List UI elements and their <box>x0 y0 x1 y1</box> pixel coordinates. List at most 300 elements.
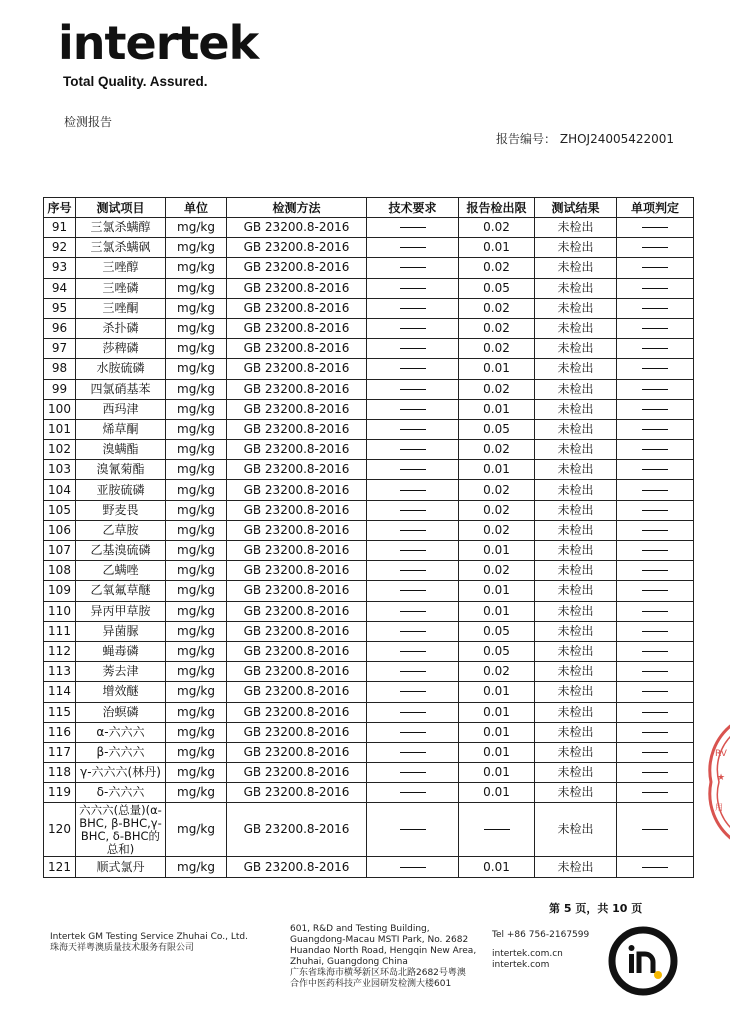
table-row <box>44 803 694 857</box>
dash-line <box>400 227 426 228</box>
cell-judgment <box>617 722 694 742</box>
cell-no: 104 <box>44 480 76 500</box>
cell-result: 未检出 <box>535 857 617 877</box>
dash-line <box>400 691 426 692</box>
dash-line <box>642 590 668 591</box>
cell-judgment <box>617 399 694 419</box>
cell-no: 114 <box>44 682 76 702</box>
dash-line <box>400 732 426 733</box>
cell-result: 未检出 <box>535 702 617 722</box>
cell-item: 烯草酮 <box>76 419 166 439</box>
table-header-row <box>44 198 694 218</box>
logo-tagline: Total Quality. Assured. <box>63 74 208 89</box>
cell-no: 113 <box>44 662 76 682</box>
dash-line <box>400 510 426 511</box>
cell-no: 107 <box>44 541 76 561</box>
cell-limit: 0.01 <box>459 238 535 258</box>
dash-line <box>400 328 426 329</box>
cell-judgment <box>617 783 694 803</box>
dash-line <box>642 550 668 551</box>
cell-result: 未检出 <box>535 399 617 419</box>
cell-unit: mg/kg <box>166 641 227 661</box>
cell-limit: 0.01 <box>459 702 535 722</box>
dash-line <box>400 550 426 551</box>
cell-result: 未检出 <box>535 722 617 742</box>
cell-no: 116 <box>44 722 76 742</box>
table-row <box>44 298 694 318</box>
cell-limit: 0.02 <box>459 520 535 540</box>
cell-method: GB 23200.8-2016 <box>227 662 367 682</box>
cell-method: GB 23200.8-2016 <box>227 480 367 500</box>
cell-result: 未检出 <box>535 682 617 702</box>
cell-unit: mg/kg <box>166 763 227 783</box>
cell-result: 未检出 <box>535 783 617 803</box>
table-row <box>44 783 694 803</box>
cell-method: GB 23200.8-2016 <box>227 399 367 419</box>
table-row <box>44 379 694 399</box>
cell-judgment <box>617 857 694 877</box>
svg-text:RV: RV <box>715 749 727 759</box>
cell-requirement <box>367 702 459 722</box>
dash-line <box>642 227 668 228</box>
dash-line <box>642 449 668 450</box>
cell-no: 105 <box>44 500 76 520</box>
dash-line <box>400 469 426 470</box>
cell-item: 野麦畏 <box>76 500 166 520</box>
cell-judgment <box>617 278 694 298</box>
cell-item: 增效醚 <box>76 682 166 702</box>
cell-no: 99 <box>44 379 76 399</box>
cell-result: 未检出 <box>535 218 617 238</box>
cell-item: γ-六六六(林丹) <box>76 763 166 783</box>
cell-unit: mg/kg <box>166 722 227 742</box>
cell-unit: mg/kg <box>166 581 227 601</box>
cell-item: 三唑酮 <box>76 298 166 318</box>
cell-limit: 0.01 <box>459 722 535 742</box>
address-line: 601, R&D and Testing Building, <box>290 924 430 934</box>
cell-no: 121 <box>44 857 76 877</box>
svg-text:★: ★ <box>717 773 726 783</box>
cell-item: 异菌脲 <box>76 621 166 641</box>
cell-judgment <box>617 601 694 621</box>
dash-line <box>642 570 668 571</box>
cell-requirement <box>367 359 459 379</box>
cell-item: 乙螨唑 <box>76 561 166 581</box>
table-row <box>44 662 694 682</box>
cell-judgment <box>617 520 694 540</box>
dash-line <box>642 267 668 268</box>
cell-limit: 0.05 <box>459 621 535 641</box>
dash-line <box>642 368 668 369</box>
table-row <box>44 399 694 419</box>
cell-result: 未检出 <box>535 641 617 661</box>
cell-judgment <box>617 561 694 581</box>
cell-item: 乙氧氟草醚 <box>76 581 166 601</box>
cell-no: 115 <box>44 702 76 722</box>
table-row <box>44 601 694 621</box>
cell-unit: mg/kg <box>166 298 227 318</box>
cell-limit: 0.02 <box>459 440 535 460</box>
cell-limit: 0.01 <box>459 359 535 379</box>
cell-judgment <box>617 480 694 500</box>
dash-line <box>642 389 668 390</box>
cell-item: α-六六六 <box>76 722 166 742</box>
cell-method: GB 23200.8-2016 <box>227 218 367 238</box>
dash-line <box>400 449 426 450</box>
cell-result: 未检出 <box>535 480 617 500</box>
cell-result: 未检出 <box>535 359 617 379</box>
cell-unit: mg/kg <box>166 857 227 877</box>
results-table <box>43 197 694 878</box>
table-row <box>44 561 694 581</box>
col-header-unit: 单位 <box>166 198 227 218</box>
cell-judgment <box>617 318 694 338</box>
table-row <box>44 500 694 520</box>
dash-line <box>642 867 668 868</box>
cell-no: 120 <box>44 803 76 857</box>
cell-requirement <box>367 561 459 581</box>
dash-line <box>400 631 426 632</box>
cell-result: 未检出 <box>535 500 617 520</box>
cell-result: 未检出 <box>535 561 617 581</box>
table-row <box>44 763 694 783</box>
cell-unit: mg/kg <box>166 440 227 460</box>
cell-method: GB 23200.8-2016 <box>227 541 367 561</box>
cell-judgment <box>617 682 694 702</box>
intertek-logo: intertek <box>58 16 259 70</box>
cell-judgment <box>617 359 694 379</box>
dash-line <box>400 829 426 830</box>
cell-limit: 0.01 <box>459 601 535 621</box>
cell-method: GB 23200.8-2016 <box>227 318 367 338</box>
cell-method: GB 23200.8-2016 <box>227 359 367 379</box>
cell-result: 未检出 <box>535 541 617 561</box>
table-row <box>44 359 694 379</box>
cell-item: 三氯杀螨砜 <box>76 238 166 258</box>
dash-line <box>400 389 426 390</box>
col-header-method: 检测方法 <box>227 198 367 218</box>
cell-requirement <box>367 379 459 399</box>
dash-line <box>400 867 426 868</box>
svg-text:用: 用 <box>715 803 723 812</box>
cell-requirement <box>367 621 459 641</box>
cell-requirement <box>367 480 459 500</box>
cell-unit: mg/kg <box>166 742 227 762</box>
cell-item: 杀扑磷 <box>76 318 166 338</box>
footer-contact <box>492 930 612 971</box>
cell-result: 未检出 <box>535 621 617 641</box>
cell-judgment <box>617 218 694 238</box>
company-name-en: Intertek GM Testing Service Zhuhai Co., Ltd. <box>50 932 248 942</box>
dash-line <box>642 671 668 672</box>
cell-method: GB 23200.8-2016 <box>227 500 367 520</box>
dash-line <box>642 409 668 410</box>
table-row <box>44 218 694 238</box>
dash-line <box>400 530 426 531</box>
cell-limit: 0.02 <box>459 339 535 359</box>
dash-line <box>642 288 668 289</box>
cell-method: GB 23200.8-2016 <box>227 783 367 803</box>
cell-unit: mg/kg <box>166 460 227 480</box>
cell-item: 六六六(总量)(α-BHC, β-BHC,γ-BHC, δ-BHC的总和) <box>76 803 166 857</box>
cell-method: GB 23200.8-2016 <box>227 520 367 540</box>
cell-unit: mg/kg <box>166 379 227 399</box>
cell-method: GB 23200.8-2016 <box>227 702 367 722</box>
cell-unit: mg/kg <box>166 783 227 803</box>
cell-item: 治螟磷 <box>76 702 166 722</box>
cell-requirement <box>367 419 459 439</box>
cell-requirement <box>367 278 459 298</box>
dash-line <box>400 409 426 410</box>
dash-line <box>642 469 668 470</box>
cell-item: 乙基溴硫磷 <box>76 541 166 561</box>
cell-unit: mg/kg <box>166 278 227 298</box>
cell-judgment <box>617 440 694 460</box>
cell-requirement <box>367 440 459 460</box>
cell-unit: mg/kg <box>166 238 227 258</box>
cell-requirement <box>367 662 459 682</box>
table-row <box>44 258 694 278</box>
cell-requirement <box>367 641 459 661</box>
cell-requirement <box>367 339 459 359</box>
cell-requirement <box>367 238 459 258</box>
cell-judgment <box>617 702 694 722</box>
cell-requirement <box>367 460 459 480</box>
table-row <box>44 238 694 258</box>
cell-result: 未检出 <box>535 601 617 621</box>
cell-no: 92 <box>44 238 76 258</box>
dash-line <box>484 829 510 830</box>
dash-line <box>400 429 426 430</box>
dash-line <box>400 570 426 571</box>
cell-limit: 0.02 <box>459 480 535 500</box>
cell-judgment <box>617 742 694 762</box>
cell-no: 119 <box>44 783 76 803</box>
cell-result: 未检出 <box>535 258 617 278</box>
cell-no: 111 <box>44 621 76 641</box>
table-row <box>44 857 694 877</box>
address-line: Guangdong-Macau MSTI Park, No. 2682 <box>290 935 469 945</box>
cell-requirement <box>367 722 459 742</box>
cell-unit: mg/kg <box>166 419 227 439</box>
dash-line <box>642 752 668 753</box>
cell-item: β-六六六 <box>76 742 166 762</box>
cell-unit: mg/kg <box>166 561 227 581</box>
cell-limit: 0.05 <box>459 419 535 439</box>
report-number <box>496 130 674 147</box>
dash-line <box>400 590 426 591</box>
cell-method: GB 23200.8-2016 <box>227 857 367 877</box>
table-row <box>44 722 694 742</box>
cell-unit: mg/kg <box>166 662 227 682</box>
cell-no: 94 <box>44 278 76 298</box>
cell-limit: 0.02 <box>459 258 535 278</box>
cell-item: 溴氰菊酯 <box>76 460 166 480</box>
cell-unit: mg/kg <box>166 258 227 278</box>
table-row <box>44 440 694 460</box>
dash-line <box>400 267 426 268</box>
table-row <box>44 621 694 641</box>
cell-no: 98 <box>44 359 76 379</box>
cell-judgment <box>617 621 694 641</box>
dash-line <box>400 348 426 349</box>
footer-address <box>290 924 490 990</box>
cell-judgment <box>617 460 694 480</box>
cell-limit: 0.02 <box>459 298 535 318</box>
cell-judgment <box>617 763 694 783</box>
cell-method: GB 23200.8-2016 <box>227 238 367 258</box>
page-number: 第 5 页，共 10 页 <box>549 902 643 915</box>
cell-method: GB 23200.8-2016 <box>227 803 367 857</box>
cell-no: 106 <box>44 520 76 540</box>
cell-method: GB 23200.8-2016 <box>227 298 367 318</box>
cell-requirement <box>367 399 459 419</box>
cell-result: 未检出 <box>535 662 617 682</box>
cell-result: 未检出 <box>535 379 617 399</box>
cell-method: GB 23200.8-2016 <box>227 339 367 359</box>
address-line: Zhuhai, Guangdong China <box>290 957 408 967</box>
cell-unit: mg/kg <box>166 399 227 419</box>
cell-item: 三氯杀螨醇 <box>76 218 166 238</box>
cell-method: GB 23200.8-2016 <box>227 419 367 439</box>
cell-limit: 0.01 <box>459 763 535 783</box>
cell-requirement <box>367 318 459 338</box>
cell-limit: 0.02 <box>459 561 535 581</box>
cell-no: 96 <box>44 318 76 338</box>
dash-line <box>400 792 426 793</box>
footer-company <box>50 932 270 954</box>
dash-line <box>642 829 668 830</box>
cell-judgment <box>617 803 694 857</box>
cell-no: 91 <box>44 218 76 238</box>
table-row <box>44 581 694 601</box>
col-header-limit: 报告检出限 <box>459 198 535 218</box>
cell-requirement <box>367 682 459 702</box>
dash-line <box>400 752 426 753</box>
dash-line <box>642 732 668 733</box>
cell-result: 未检出 <box>535 742 617 762</box>
cell-judgment <box>617 339 694 359</box>
cell-result: 未检出 <box>535 581 617 601</box>
cell-judgment <box>617 419 694 439</box>
cell-limit: 0.01 <box>459 857 535 877</box>
dash-line <box>642 631 668 632</box>
cell-method: GB 23200.8-2016 <box>227 581 367 601</box>
cell-item: 溴螨酯 <box>76 440 166 460</box>
dash-line <box>400 368 426 369</box>
cell-judgment <box>617 641 694 661</box>
spacer <box>492 941 612 949</box>
cell-limit: 0.02 <box>459 500 535 520</box>
cell-unit: mg/kg <box>166 318 227 338</box>
cell-item: 乙草胺 <box>76 520 166 540</box>
table-row <box>44 682 694 702</box>
col-header-no: 序号 <box>44 198 76 218</box>
cell-method: GB 23200.8-2016 <box>227 763 367 783</box>
cell-result: 未检出 <box>535 238 617 258</box>
cell-item: 莎稗磷 <box>76 339 166 359</box>
cell-result: 未检出 <box>535 298 617 318</box>
cell-limit: 0.01 <box>459 682 535 702</box>
cell-limit: 0.02 <box>459 218 535 238</box>
cell-requirement <box>367 803 459 857</box>
cell-method: GB 23200.8-2016 <box>227 641 367 661</box>
dash-line <box>642 510 668 511</box>
cell-result: 未检出 <box>535 803 617 857</box>
table-row <box>44 641 694 661</box>
cell-item: 水胺硫磷 <box>76 359 166 379</box>
cell-method: GB 23200.8-2016 <box>227 621 367 641</box>
address-line: 广东省珠海市横琴新区环岛北路2682号粤澳 <box>290 968 466 978</box>
cell-result: 未检出 <box>535 460 617 480</box>
cell-unit: mg/kg <box>166 601 227 621</box>
cell-item: 四氯硝基苯 <box>76 379 166 399</box>
address-line: Huandao North Road, Hengqin New Area, <box>290 946 477 956</box>
cell-limit: 0.02 <box>459 318 535 338</box>
cell-requirement <box>367 601 459 621</box>
cell-judgment <box>617 500 694 520</box>
cell-method: GB 23200.8-2016 <box>227 278 367 298</box>
dash-line <box>400 712 426 713</box>
cell-requirement <box>367 742 459 762</box>
cell-method: GB 23200.8-2016 <box>227 258 367 278</box>
table-row <box>44 278 694 298</box>
cell-item: 三唑醇 <box>76 258 166 278</box>
dash-line <box>400 247 426 248</box>
cell-limit: 0.05 <box>459 278 535 298</box>
cell-requirement <box>367 541 459 561</box>
cell-no: 118 <box>44 763 76 783</box>
cell-no: 117 <box>44 742 76 762</box>
cell-result: 未检出 <box>535 763 617 783</box>
col-header-item: 测试项目 <box>76 198 166 218</box>
col-header-judgment: 单项判定 <box>617 198 694 218</box>
cell-limit: 0.05 <box>459 641 535 661</box>
cell-item: 西玛津 <box>76 399 166 419</box>
cell-method: GB 23200.8-2016 <box>227 601 367 621</box>
company-name-cn: 珠海天祥粤澳质量技术服务有限公司 <box>50 943 195 953</box>
cell-requirement <box>367 581 459 601</box>
doc-title: 检测报告 <box>64 115 113 129</box>
cell-requirement <box>367 783 459 803</box>
cell-no: 95 <box>44 298 76 318</box>
cell-judgment <box>617 662 694 682</box>
cell-requirement <box>367 857 459 877</box>
cell-result: 未检出 <box>535 278 617 298</box>
cell-result: 未检出 <box>535 419 617 439</box>
cell-unit: mg/kg <box>166 218 227 238</box>
cell-unit: mg/kg <box>166 803 227 857</box>
dash-line <box>400 772 426 773</box>
table-row <box>44 339 694 359</box>
cell-judgment <box>617 258 694 278</box>
red-seal-stamp-icon <box>703 722 730 842</box>
dash-line <box>642 611 668 612</box>
intertek-round-logo-icon <box>607 925 679 997</box>
cell-unit: mg/kg <box>166 682 227 702</box>
col-header-requirement: 技术要求 <box>367 198 459 218</box>
cell-method: GB 23200.8-2016 <box>227 440 367 460</box>
dash-line <box>642 530 668 531</box>
website-cn: intertek.com.cn <box>492 949 563 959</box>
dash-line <box>642 712 668 713</box>
dash-line <box>642 348 668 349</box>
table-row <box>44 460 694 480</box>
cell-unit: mg/kg <box>166 541 227 561</box>
dash-line <box>642 490 668 491</box>
cell-unit: mg/kg <box>166 339 227 359</box>
cell-no: 108 <box>44 561 76 581</box>
